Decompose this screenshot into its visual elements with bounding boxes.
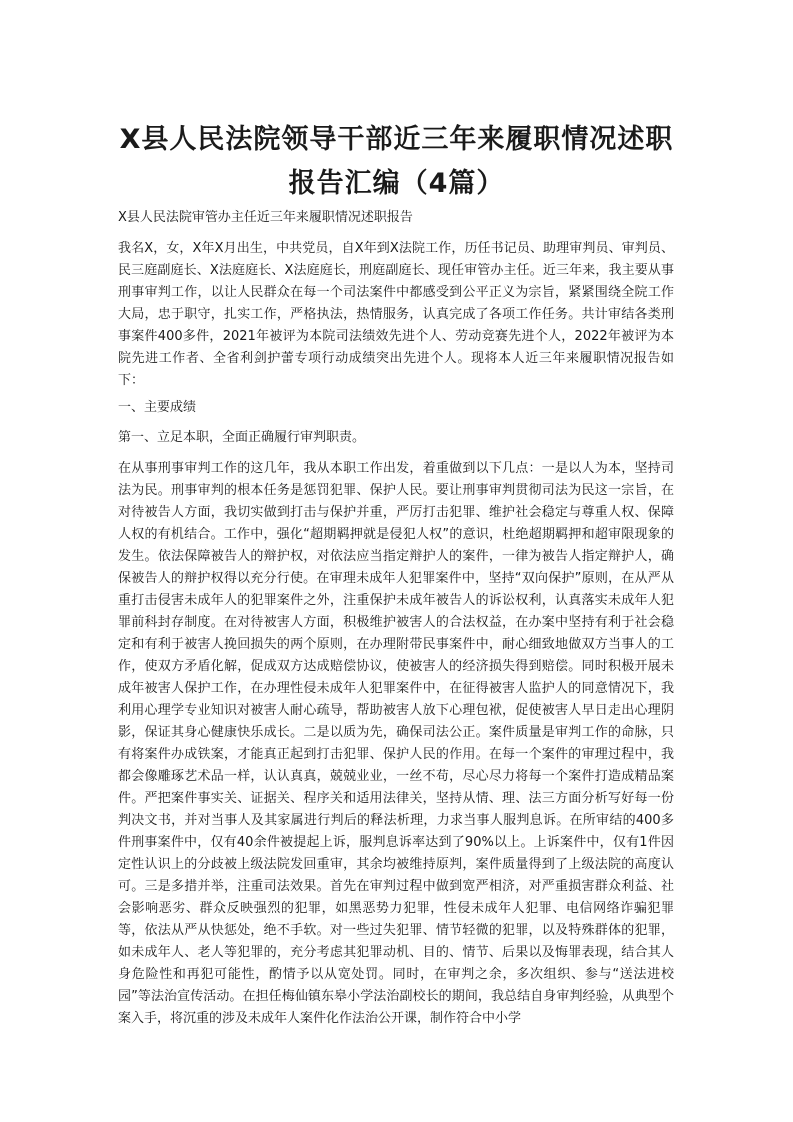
document-title: X县人民法院领导干部近三年来履职情况述职报告汇编（4篇） [119, 124, 674, 199]
intro-paragraph: 我名X，女，X年X月出生，中共党员，自X年到X法院工作，历任书记员、助理审判员、审判员、民三庭副庭长、X法庭庭长、X法庭庭长，刑庭副庭长、现任审管办主任。近三年来，我主要从事刑事审判工作，以让人民群众在每一个司法案件中都感受到公平正义为宗旨，紧紧围绕全院工作大局，忠于职守，扎实工作，严格执法，热情服务，认真完成了各项工作任务。共计审结各类刑事案件400多件，2021年被评为本院司法绩效先进个人、劳动竞赛先进个人，2022年被评为本院先进工作者、全省利剑护蕾专项行动成绩突出先进个人。现将本人近三年来履职情况报告如下： [118, 241, 674, 388]
body-paragraph: 在从事刑事审判工作的这几年，我从本职工作出发，着重做到以下几点：一是以人为本，坚持司法为民。刑事审判的根本任务是惩罚犯罪、保护人民。要让刑事审判贯彻司法为民这一宗旨，在对待被告人方面，我切实做到打击与保护并重，严厉打击犯罪、维护社会稳定与尊重人权、保障人权的有机结合。工作中，强化“超期羁押就是侵犯人权”的意识，杜绝超期羁押和超审限现象的发生。依法保障被告人的辩护权，对依法应当指定辩护人的案件，一律为被告人指定辩护人，确保被告人的辩护权得以充分行使。在审理未成年人犯罪案件中，坚持“双向保护”原则，在从严从重打击侵害未成年人的犯罪案件之外，注重保护未成年被告人的诉讼权利，认真落实未成年人犯罪前科封存制度。在对待被害人方面，积极维护被害人的合法权益，在办案中坚持有利于社会稳定和有利于被害人挽回损失的两个原则，在办理附带民事案件中，耐心细致地做双方当事人的工作，使双方矛盾化解，促成双方达成赔偿协议，使被害人的经济损失得到赔偿。同时积极开展未成年被害人保护工作，在办理性侵未成年人犯罪案件中，在征得被害人监护人的同意情况下，我利用心理学专业知识对被害人耐心疏导，帮助被害人放下心理包袱，促使被害人早日走出心理阴影，保证其身心健康快乐成长。二是以质为先，确保司法公正。案件质量是审判工作的命脉，只有将案件办成铁案，才能真正起到打击犯罪、保护人民的作用。在每一个案件的审理过程中，我都会像雕琢艺术品一样，认认真真，兢兢业业，一丝不苟，尽心尽力将每一个案件打造成精品案件。严把案件事实关、证据关、程序关和适用法律关，坚持从情、理、法三方面分析写好每一份判决文书，并对当事人及其家属进行判后的释法析理，力求当事人服判息诉。在所审结的400多件刑事案件中，仅有40余件被提起上诉，服判息诉率达到了90%以上。上诉案件中，仅有1件因定性认识上的分歧被上级法院发回重审，其余均被维持原判，案件质量得到了上级法院的高度认可。三是多措并举，注重司法效果。首先在审判过程中做到宽严相济，对严重损害群众利益、社会影响恶劣、群众反映强烈的犯罪，如黑恶势力犯罪，性侵未成年人犯罪、电信网络诈骗犯罪等，依法从严从快惩处，绝不手软。对一些过失犯罪、情节轻微的犯罪，以及特殊群体的犯罪，如未成年人、老人等犯罪的，充分考虑其犯罪动机、目的、情节、后果以及悔罪表现，结合其人身危险性和再犯可能性，酌情予以从宽处罚。同时，在审判之余，多次组织、参与“送法进校园”等法治宣传活动。在担任梅仙镇东皋小学法治副校长的期间，我总结自身审判经验，从典型个案入手，将沉重的涉及未成年人案件化作法治公开课，制作符合中小学 [118, 461, 674, 1026]
subsection-heading: 第一、立足本职，全面正确履行审判职责。 [118, 430, 366, 445]
report-subtitle: X县人民法院审管办主任近三年来履职情况述职报告 [118, 210, 413, 225]
section-heading: 一、主要成绩 [118, 400, 197, 415]
